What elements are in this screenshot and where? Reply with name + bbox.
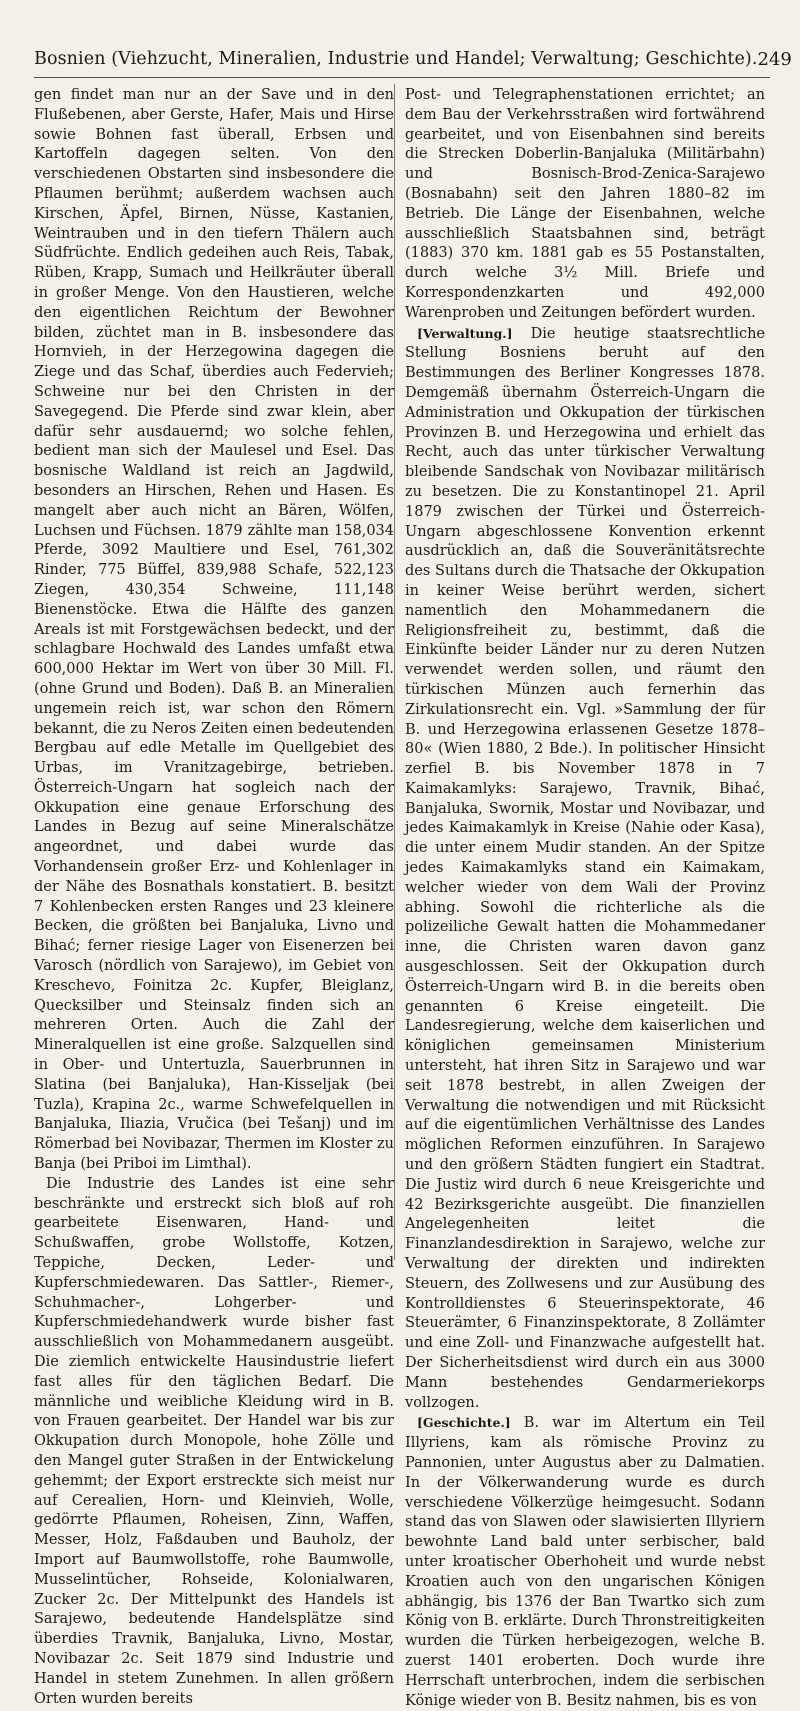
section-label-administration: [Verwaltung.] bbox=[417, 325, 513, 341]
paragraph-history: B. war im Altertum ein Teil Illyriens, kam als römische Provinz zu Pannonien, unter Augustus aber zu Dalmatien. In der Völkerwanderung wurde es durch verschiedene Völkerzüge heimgesucht. Sodann stand das von Slawen oder slawisierten Illyriern bewohnte Land bald unter serbischer, bald unter kroatischer Oberhoheit und wurde nebst Kroatien auch von den ungarischen Königen abhängig, bis 1376 der Ban Twartko sich zum König von B. erklärte. Durch Thronstreitigkeiten wurden die Türken herbeigezogen, welche B. zuerst 1401 eroberten. Doch wurde ihre Herrschaft unterbrochen, indem die serbischen Könige wieder von B. Besitz nahmen, bis es von bbox=[405, 1415, 765, 1709]
paragraph-administration: Die heutige staatsrechtliche Stellung Bosniens beruht auf den Bestimmungen des Berliner Kongresses 1878. Demgemäß übernahm Österreich-Ungarn die Administration und Okkupation der türkischen Provinzen B. und Herzegowina und erhielt das Recht, auch das unter türkischer Verwaltung bleibende Sandschak von Novibazar militärisch zu besetzen. Die zu Konstantinopel 21. April 1879 zwischen der Türkei und Österreich-Ungarn abgeschlossene Konvention erkennt ausdrücklich an, daß die Souveränitätsrechte des Sultans durch die Thatsache der Okkupation in keiner Weise berührt werden, sichert namentlich den Mohammedanern die Religionsfreiheit zu, bestimmt, daß die Einkünfte beider Länder nur zu deren Nutzen verwendet werden sollen, und räumt den türkischen Münzen auch fernerhin das Zirkulationsrecht ein. Vgl. »Sammlung der für B. und Herzegowina erlassenen Gesetze 1878–80« (Wien 1880, 2 Bde.). In politischer Hinsicht zerfiel B. bis November 1878 in 7 Kaimakamlyks: Sarajewo, Travnik, Bihać, Banjaluka, Swornik, Mostar und Novibazar, und jedes Kaimakamlyk in Kreise (Nahie oder Kasa), die unter einem Mudir standen. An der Spitze jedes Kaimakamlyks stand ein Kaimakam, welcher wieder von dem Wali der Provinz abhing. Sowohl die richterliche als die polizeiliche Gewalt hatten die Mohammedaner inne, die Christen waren davon ganz ausgeschlossen. Seit der Okkupation durch Österreich-Ungarn wird B. in die bereits oben genannten 6 Kreise eingeteilt. Die Landesregierung, welche dem kaiserlichen und königlichen gemeinsamen Ministerium untersteht, hat ihren Sitz in Sarajewo und war seit 1878 bestrebt, in allen Zweigen der Verwaltung die notwendigen und mit Rücksicht auf die eigentümlichen Verhältnisse des Landes möglichen Reformen einzuführen. In Sarajewo und den größern Städten fungiert ein Stadtrat. Die Justiz wird durch 6 neue Kreisgerichte und 42 Bezirksgerichte ausgeübt. Die finanziellen Angelegenheiten leitet die Finanzlandesdirektion in Sarajewo, welche zur Verwaltung der direkten und indirekten Steuern, des Zollwesens und zur Ausübung des Kontrolldienstes 6 Steuerinspektorate, 46 Steuerämter, 6 Finanzinspektorate, 8 Zollämter und eine Zoll- und Finanzwache aufgestellt hat. Der Sicherheitsdienst wird durch ein aus 3000 Mann bestehendes Gendarmeriekorps vollzogen. bbox=[405, 325, 765, 1411]
column-divider bbox=[394, 84, 395, 1260]
header-rule bbox=[34, 77, 770, 78]
paragraph-industry-trade: Die Industrie des Landes ist eine sehr beschränkte und erstreckt sich bloß auf roh gearbeitete Eisenwaren, Hand- und Schußwaffen, grobe Wollstoffe, Kotzen, Teppiche, Decken, Leder- und Kupferschmiedewaren. Das Sattler-, Riemer-, Schuhmacher-, Lohgerber- und Kupferschmiedehandwerk wurde bisher fast ausschließlich von Mohammedanern ausgeübt. Die ziemlich entwickelte Hausindustrie liefert fast alles für den täglichen Bedarf. Die männliche und weibliche Kleidung wird in B. von Frauen gearbeitet. Der Handel war bis zur Okkupation durch Monopole, hohe Zölle und den Mangel guter Straßen in der Entwickelung gehemmt; der Export erstreckte sich meist nur auf Cerealien, Horn- und Kleinvieh, Wolle, gedörrte Pflaumen, Roheisen, Zinn, Waffen, Messer, Holz, Faßdauben und Bauholz, der Import auf Baumwollstoffe, rohe Baumwolle, Musselintücher, Rohseide, Kolonialwaren, Zucker 2c. Der Mittelpunkt des Handels ist Sarajewo, bedeutende Handelsplätze sind überdies Travnik, Banjaluka, Livno, Mostar, Novibazar 2c. Seit 1879 sind Industrie und Handel in stetem Zunehmen. In allen größern Orten wurden bereits bbox=[34, 1175, 394, 1707]
section-label-history: [Geschichte.] bbox=[417, 1415, 511, 1431]
running-head: Bosnien (Viehzucht, Mineralien, Industrie und Handel; Verwaltung; Geschichte). bbox=[34, 49, 758, 69]
left-column bbox=[34, 86, 394, 1709]
section-administration bbox=[405, 324, 765, 1414]
section-history bbox=[405, 1413, 765, 1711]
page-header bbox=[34, 44, 792, 74]
right-column bbox=[405, 86, 765, 1711]
paragraph-agriculture-minerals: gen findet man nur an der Save und in den Flußebenen, aber Gerste, Hafer, Mais und Hirse sowie Bohnen fast überall, Erbsen und Kartoffeln dagegen selten. Von den verschiedenen Obstarten sind insbesondere die Pflaumen berühmt; außerdem wachsen auch Kirschen, Äpfel, Birnen, Nüsse, Kastanien, Weintrauben und in den tiefern Thälern auch Südfrüchte. Endlich gedeihen auch Reis, Tabak, Rüben, Krapp, Sumach und Heilkräuter überall in großer Menge. Von den Haustieren, welche den eigentlichen Reichtum der Bewohner bilden, züchtet man in B. insbesondere das Hornvieh, in der Herzegowina dagegen die Ziege und das Schaf, überdies auch Federvieh; Schweine nur bei den Christen in der Savegegend. Die Pferde sind zwar klein, aber dafür sehr ausdauernd; wo solche fehlen, bedient man sich der Maulesel und Esel. Das bosnische Waldland ist reich an Jagdwild, besonders an Hirschen, Rehen und Hasen. Es mangelt aber auch nicht an Bären, Wölfen, Luchsen und Füchsen. 1879 zählte man 158,034 Pferde, 3092 Maultiere und Esel, 761,302 Rinder, 775 Büffel, 839,988 Schafe, 522,123 Ziegen, 430,354 Schweine, 111,148 Bienenstöcke. Etwa die Hälfte des ganzen Areals ist mit Forstgewächsen bedeckt, und der schlagbare Hochwald des Landes umfaßt etwa 600,000 Hektar im Wert von über 30 Mill. Fl. (ohne Grund und Boden). Daß B. an Mineralien ungemein reich ist, war schon den Römern bekannt, die zu Neros Zeiten einen bedeutenden Bergbau auf edle Metalle im Quellgebiet des Urbas, im Vranitzagebirge, betrieben. Österreich-Ungarn hat sogleich nach der Okkupation eine genaue Erforschung des Landes in Bezug auf seine Mineralschätze angeordnet, und dabei wurde das Vorhandensein großer Erz- und Kohlenlager in der Nähe des Bosnathals konstatiert. B. besitzt 7 Kohlenbecken ersten Ranges und 23 kleinere Becken, die größten bei Banjaluka, Livno und Bihać; ferner riesige Lager von Eisenerzen bei Varosch (nördlich von Sarajewo), im Gebiet von Kreschevo, Foinitza 2c. Kupfer, Bleiglanz, Quecksilber und Steinsalz finden sich an mehreren Orten. Auch die Zahl der Mineralquellen ist eine große. Salzquellen sind in Ober- und Untertuzla, Sauerbrunnen in Slatina (bei Banjaluka), Han-Kisseljak (bei Tuzla), Krapina 2c., warme Schwefelquellen in Banjaluka, Iliazia, Vručica (bei Tešanj) und im Römerbad bei Novibazar, Thermen im Kloster zu Banja (bei Priboi im Limthal). bbox=[34, 87, 394, 1173]
page-number: 249 bbox=[757, 48, 792, 70]
paragraph-transport: Post- und Telegraphenstationen errichtet; an dem Bau der Verkehrsstraßen wird fortwährend gearbeitet, und von Eisenbahnen sind bereits die Strecken Doberlin-Banjaluka (Militärbahn) und Bosnisch-Brod-Zenica-Sarajewo (Bosnabahn) seit den Jahren 1880–82 im Betrieb. Die Länge der Eisenbahnen, welche ausschließlich Staatsbahnen sind, beträgt (1883) 370 km. 1881 gab es 55 Postanstalten, durch welche 3½ Mill. Briefe und Korrespondenzkarten und 492,000 Warenproben und Zeitungen befördert wurden. bbox=[405, 87, 765, 321]
